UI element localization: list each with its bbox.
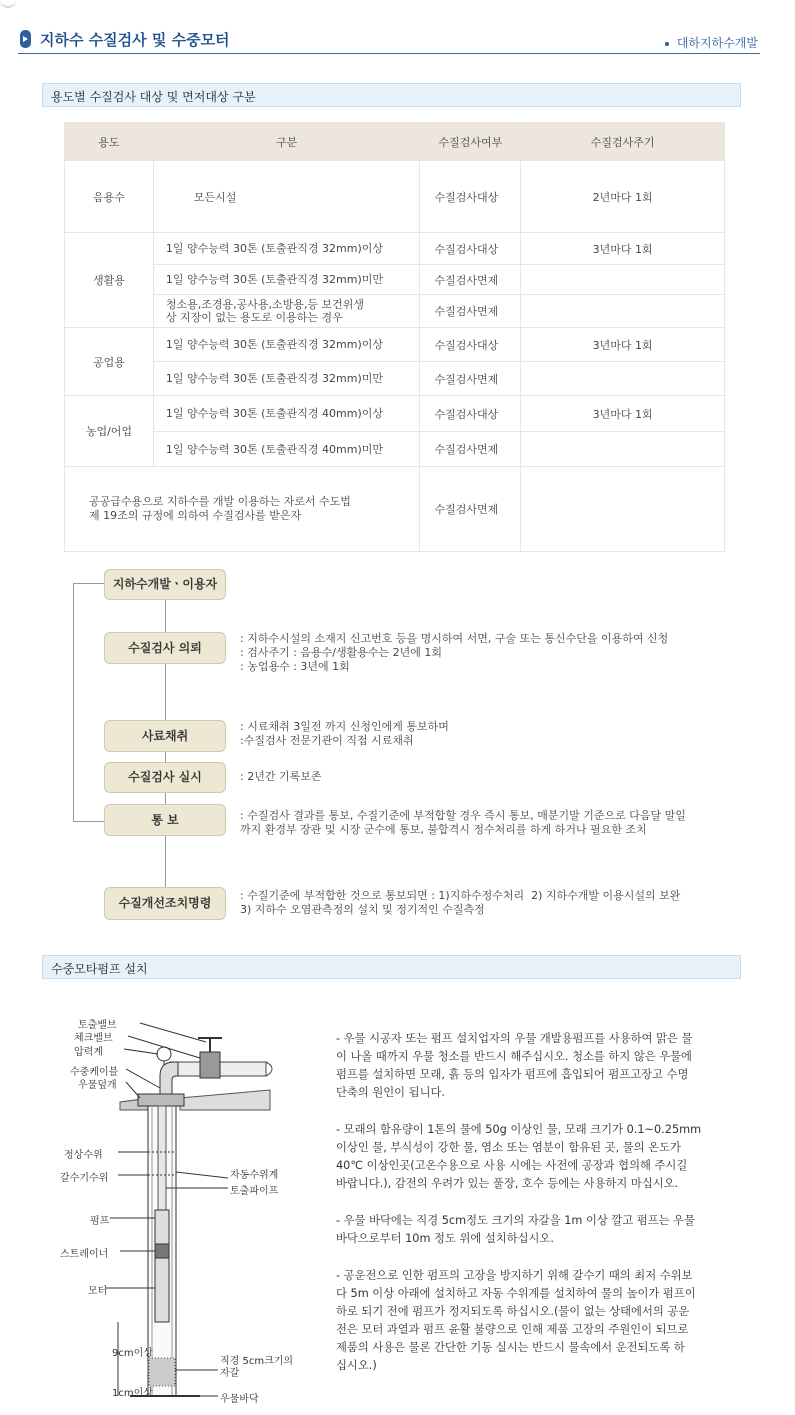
breadcrumb-label: 대하지하수개발 (676, 36, 758, 50)
status-cell: 수질검사면제 (420, 265, 521, 295)
public-line: 제 19조의 규정에 의하여 수질검사를 받은자 (89, 509, 302, 522)
use-cell: 농업/어업 (65, 396, 154, 467)
cycle-cell (521, 432, 725, 467)
flow-step-order: 수질개선조치명령 (104, 887, 226, 920)
category-line: 청소용,조경용,공사용,소방용,등 보건위생 (165, 298, 364, 311)
flow-desc-notice: : 수질검사 결과를 통보, 수질기준에 부적합할 경우 즉시 통보, 매분기말 기준으로 다음달 말일 까지 환경부 장관 및 시장 군수에 통보, 불합격시 정수처리를 하게 하거나 필요한 조치 (240, 809, 686, 836)
bullet-icon (665, 42, 669, 46)
flow-step-sampling: 사료채취 (104, 720, 226, 752)
col-header-status: 수질검사여부 (420, 123, 521, 161)
col-header-cycle: 수질검사주기 (521, 123, 725, 161)
table-header-row (65, 123, 725, 161)
category-cell: 1일 양수능력 30톤 (토출관직경 32mm)미만 (153, 362, 420, 396)
flow-desc-testing: : 2년간 기록보존 (240, 770, 322, 783)
use-cell: 생활용 (65, 233, 154, 328)
paragraph-line: 단축의 원인이 됩니다. (336, 1086, 445, 1099)
page-title: 지하수 수질검사 및 수중모터 (40, 31, 230, 49)
paragraph-line: 40℃ 이상인곳(고온수용으로 사용 시에는 사전에 공장과 협의해 주시길 (336, 1159, 688, 1172)
instruction-paragraph (336, 1267, 732, 1375)
flow-step-notice: 통 보 (104, 804, 226, 836)
paragraph-line: - 우물 바닥에는 직경 5cm정도 크기의 자갈을 1m 이상 깔고 펌프는 우물 (336, 1214, 695, 1227)
section-title: 수중모타펌프 설치 (51, 962, 148, 976)
label-check-valve: 체크밸브 (74, 1033, 113, 1044)
section-title: 용도별 수질검사 대상 및 면저대상 구분 (51, 90, 256, 104)
paragraph-line: 십시오.) (336, 1359, 377, 1372)
category-cell: 1일 양수능력 30톤 (토출관직경 40mm)이상 (153, 396, 420, 432)
corner-decoration (0, 0, 16, 8)
cycle-cell (521, 362, 725, 396)
paragraph-line: 제품의 사용은 물론 간단한 기동 실시는 반드시 물속에서 운전되도록 하 (336, 1341, 685, 1354)
category-cell (153, 295, 420, 328)
label-pressure-gauge: 압력계 (74, 1047, 103, 1058)
flow-step-testing: 수질검사 실시 (104, 762, 226, 793)
section-bar-pump (42, 955, 741, 979)
category-cell: 1일 양수능력 30톤 (토출관직경 32mm)이상 (153, 233, 420, 265)
paragraph-line: 바랍니다.), 감전의 우려가 있는 풀장, 호수 등에는 사용하지 마십시오. (336, 1177, 679, 1190)
paragraph-line: 바닥으로부터 10m 정도 위에 설치하십시오. (336, 1232, 554, 1245)
inspection-table (64, 122, 725, 552)
status-cell: 수질검사대상 (420, 396, 521, 432)
label-gravel-1: 직경 5cm크기의 (220, 1356, 294, 1367)
public-cell (65, 467, 420, 552)
paragraph-line: 이 나올 때까지 우물 청소를 반드시 해주십시오. 청소를 하지 않은 우물에 (336, 1050, 692, 1063)
instruction-paragraph (336, 1121, 732, 1193)
table-row (65, 233, 725, 265)
table-row (65, 328, 725, 362)
label-motor: 모터 (88, 1286, 108, 1297)
label-discharge-pipe: 토출파이프 (230, 1186, 279, 1197)
use-cell: 음용수 (65, 161, 154, 233)
paragraph-line: 이상인 물, 부식성이 강한 물, 염소 또는 염분이 함유된 곳, 물의 온도가 (336, 1141, 681, 1154)
page-header (18, 28, 760, 54)
table-row (65, 432, 725, 467)
flow-loop-line (73, 583, 74, 821)
paragraph-line: - 모래의 함유량이 1톤의 물에 50g 이상인 물, 모래 크기가 0.1~0.25mm (336, 1123, 702, 1136)
flow-step-request: 수질검사 의뢰 (104, 632, 226, 664)
title-bullet-icon (20, 30, 31, 48)
cycle-cell (521, 295, 725, 328)
table-row (65, 265, 725, 295)
status-cell: 수질검사대상 (420, 328, 521, 362)
col-header-use: 용도 (65, 123, 154, 161)
label-gravel-2: 자갈 (220, 1368, 240, 1379)
col-header-category: 구분 (153, 123, 420, 161)
instruction-paragraph (336, 1030, 732, 1102)
paragraph-line: 다 5m 이상 아래에 설치하고 자동 수위계를 설치하여 물의 높이가 펌프이 (336, 1287, 696, 1300)
table-row (65, 467, 725, 552)
status-cell: 수질검사대상 (420, 161, 521, 233)
paragraph-line: - 우물 시공자 또는 펌프 설치업자의 우물 개발용펌프를 사용하여 맑은 물 (336, 1032, 693, 1045)
pump-installation-diagram (60, 1010, 320, 1410)
status-cell: 수질검사면제 (420, 295, 521, 328)
flow-desc-sampling: : 시료채취 3일전 까지 신청인에게 통보하며 :수질검사 전문기관이 직접 시료채취 (240, 720, 449, 747)
cycle-cell: 3년마다 1회 (521, 233, 725, 265)
label-gap-1cm: 1cm이상 (112, 1388, 153, 1399)
label-pumping-level: 갈수기수위 (60, 1173, 109, 1184)
breadcrumb[interactable] (665, 34, 758, 51)
label-gate-valve: 토출밸브 (78, 1020, 117, 1031)
section-bar-inspection (42, 83, 741, 107)
category-cell: 1일 양수능력 30톤 (토출관직경 32mm)이상 (153, 328, 420, 362)
label-pump: 펌프 (90, 1216, 110, 1227)
paragraph-line: 하로 되기 전에 펌프가 정지되도록 하십시오.(물이 없는 상태에서의 공운 (336, 1305, 690, 1318)
status-cell: 수질검사면제 (420, 467, 521, 552)
table-row (65, 362, 725, 396)
label-strainer: 스트레이너 (60, 1249, 109, 1260)
cycle-cell: 3년마다 1회 (521, 328, 725, 362)
label-static-level: 정상수위 (64, 1150, 103, 1161)
label-auto-level: 자동수위계 (230, 1170, 279, 1181)
public-line: 공공급수용으로 지하수를 개발 이용하는 자로서 수도법 (89, 495, 351, 508)
table-row (65, 295, 725, 328)
cycle-cell: 2년마다 1회 (521, 161, 725, 233)
table-row (65, 396, 725, 432)
label-cable: 수중케이블 (70, 1067, 119, 1078)
paragraph-line: 펌프를 설치하면 모래, 흙 등의 입자가 펌프에 흡입되어 펌프고장고 수명 (336, 1068, 689, 1081)
use-cell: 공업용 (65, 328, 154, 396)
table-row (65, 161, 725, 233)
category-cell: 모든시설 (153, 161, 420, 233)
category-cell: 1일 양수능력 30톤 (토출관직경 32mm)미만 (153, 265, 420, 295)
status-cell: 수질검사대상 (420, 233, 521, 265)
flow-loop-bottom (73, 821, 104, 822)
status-cell: 수질검사면제 (420, 362, 521, 396)
paragraph-line: 전은 모터 과열과 펌프 윤활 불량으로 인해 제품 고장의 주원인이 되므로 (336, 1323, 689, 1336)
cycle-cell (521, 265, 725, 295)
label-well-bottom: 우물바닥 (220, 1394, 259, 1405)
cycle-cell: 3년마다 1회 (521, 396, 725, 432)
flow-step-user: 지하수개발ㆍ이용자 (104, 569, 226, 600)
label-gap-9cm: 9cm이상 (112, 1348, 153, 1359)
flow-loop-top (73, 583, 104, 584)
label-well-cover: 우물덮개 (78, 1080, 117, 1091)
paragraph-line: - 공운전으로 인한 펌프의 고장을 방지하기 위해 갈수기 때의 최저 수위보 (336, 1269, 693, 1282)
flow-desc-request: : 지하수시설의 소재지 신고번호 등을 명시하여 서면, 구술 또는 통신수단을 이용하여 신청 : 검사주기 : 음용수/생활용수는 2년에 1회 : 농업용수 : 3년에 1회 (240, 632, 669, 673)
category-line: 상 지장이 없는 용도로 이용하는 경우 (165, 311, 343, 324)
status-cell: 수질검사면제 (420, 432, 521, 467)
flow-desc-order: : 수질기준에 부적합한 것으로 통보되면 : 1)지하수정수처리 2) 지하수개발 이용시설의 보완 3) 지하수 오염관측정의 설치 및 정기적인 수질측정 (240, 889, 681, 916)
instruction-paragraph (336, 1212, 732, 1248)
cycle-cell (521, 467, 725, 552)
category-cell: 1일 양수능력 30톤 (토출관직경 40mm)미만 (153, 432, 420, 467)
